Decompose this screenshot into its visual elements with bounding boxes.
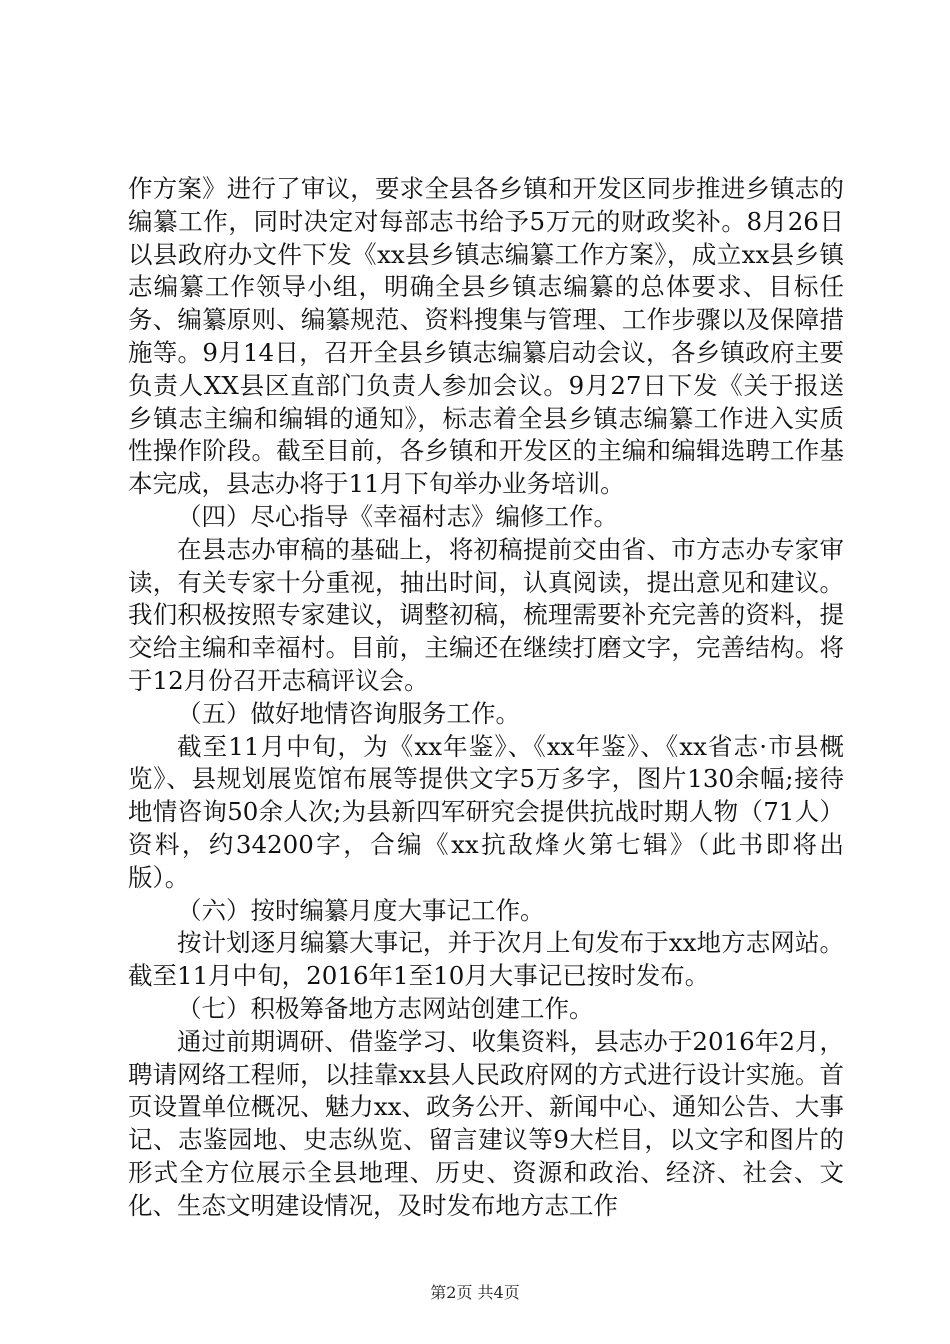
paragraph-continuation: 作方案》进行了审议，要求全县各乡镇和开发区同步推进乡镇志的编纂工作，同时决定对每部志书给予5万元的财政奖补。8月26日以县政府办文件下发《xx县乡镇志编纂工作方案》，成立xx县乡镇志编纂工作领导小组，明确全县乡镇志编纂的总体要求、目标任务、编纂原则、编纂规范、资料搜集与管理、工作步骤以及保障措施等。9月14日，召开全县乡镇志编纂启动会议，各乡镇政府主要负责人XX县区直部门负责人参加会议。9月27日下发《关于报送乡镇志主编和编辑的通知》，标志着全县乡镇志编纂工作进入实质性操作阶段。截至目前，各乡镇和开发区的主编和编辑选聘工作基本完成，县志办将于11月下旬举办业务培训。 xyxy=(128,174,844,499)
document-body xyxy=(128,173,844,1223)
page-number-footer: 第2页 共4页 xyxy=(430,1283,520,1302)
section-heading-5: （五）做好地情咨询服务工作。 xyxy=(177,698,520,728)
paragraph-section-4: 在县志办审稿的基础上，将初稿提前交由省、市方志办专家审读，有关专家十分重视，抽出时间，认真阅读，提出意见和建议。我们积极按照专家建议，调整初稿，梳理需要补充完善的资料，提交给主编和幸福村。目前，主编还在继续打磨文字，完善结构。将于12月份召开志稿评议会。 xyxy=(128,534,844,695)
paragraph-section-6: 按计划逐月编纂大事记，并于次月上旬发布于xx地方志网站。截至11月中旬，2016年1至10月大事记已按时发布。 xyxy=(128,928,844,991)
paragraph-section-5: 截至11月中旬，为《xx年鉴》、《xx年鉴》、《xx省志·市县概览》、县规划展览馆布展等提供文字5万多字，图片130余幅;接待地情咨询50余人次;为县新四军研究会提供抗战时期人物（71人）资料，约34200字，合编《xx抗敌烽火第七辑》（此书即将出版）。 xyxy=(128,731,844,892)
section-heading-4: （四）尽心指导《幸福村志》编修工作。 xyxy=(177,501,618,531)
section-heading-6: （六）按时编纂月度大事记工作。 xyxy=(177,895,545,925)
section-heading-7: （七）积极筹备地方志网站创建工作。 xyxy=(177,993,594,1023)
paragraph-section-7: 通过前期调研、借鉴学习、收集资料，县志办于2016年2月，聘请网络工程师，以挂靠xx县人民政府网的方式进行设计实施。首页设置单位概况、魅力xx、政务公开、新闻中心、通知公告、大事记、志鉴园地、史志纵览、留言建议等9大栏目，以文字和图片的形式全方位展示全县地理、历史、资源和政治、经济、社会、文化、生态文明建设情况，及时发布地方志工作 xyxy=(128,1026,844,1220)
